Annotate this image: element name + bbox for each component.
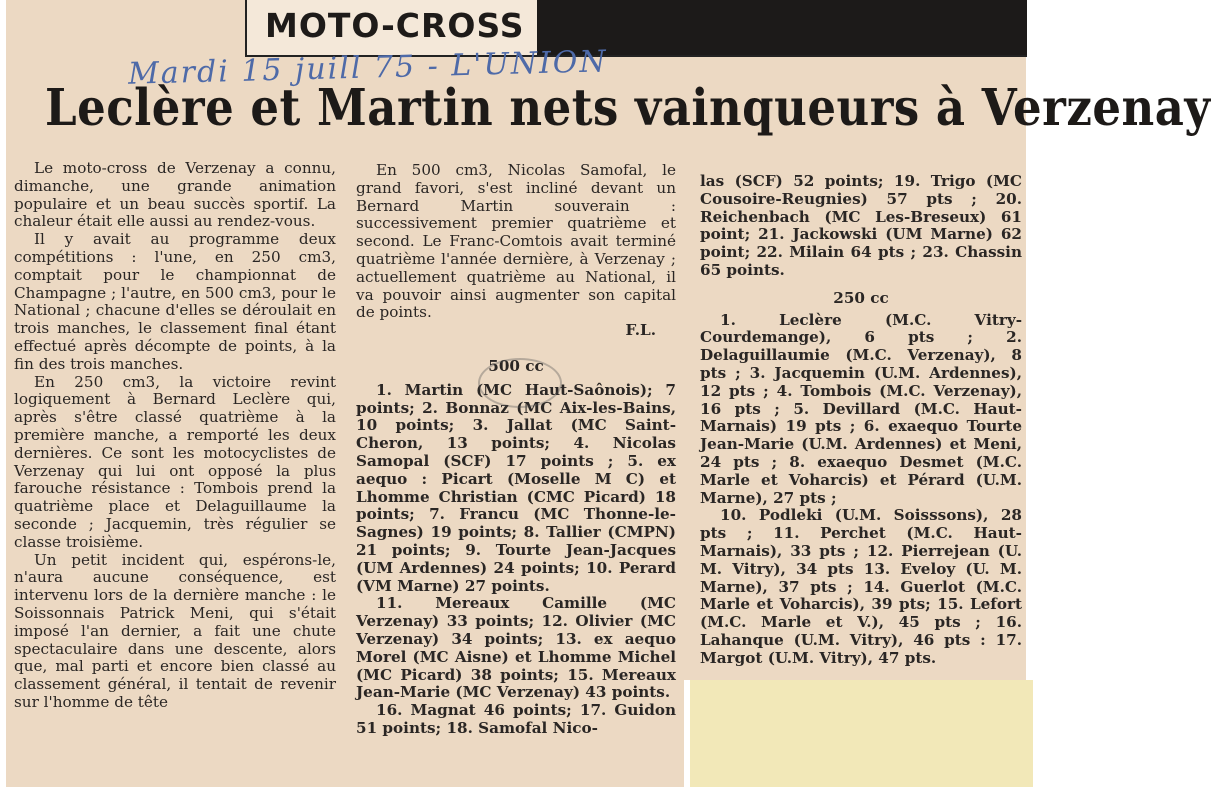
body-paragraph: Le moto-cross de Verzenay a connu, dimanche, une grande animation populaire et un beau succès sportif. La chaleur était elle aussi au rendez-vous. [14,159,336,231]
results-500cc-continued [700,173,1022,280]
results-250cc [700,312,1022,668]
author-signature: F.L. [625,321,656,340]
article-column-1 [14,160,336,712]
results-block: 16. Magnat 46 points; 17. Guidon 51 points; 18. Samofal Nico- [356,701,676,737]
results-heading-250cc: 250 cc [833,288,889,307]
results-block: 1. Leclère (M.C. Vitry-Courdemange), 6 pts ; 2. Delaguillaumie (M.C. Verzenay), 8 pts ; 3. Jacquemin (U.M. Ardennes), 12 pts ; 4. Tombois (M.C. Verzenay), 16 pts ; 5. Devillard (M.C. Haut-Marnais) 19 pts ; 6. exaequo Tourte Jean-Marie (U.M. Ardennes) et Meni, 24 pts ; 8. exaequo Desmet (M.C. Marle et Voharcis) et Pérard (U.M. Marne), 27 pts ; [700,310,1022,507]
results-heading-500cc: 500 cc [488,356,544,375]
article-column-2 [356,162,676,738]
article-column-3 [700,173,1022,668]
results-block: 10. Podleki (U.M. Soisssons), 28 pts ; 11. Perchet (M.C. Haut-Marnais), 33 pts ; 12. Pierrejean (U. M. Vitry), 34 pts 13. Eveloy (U. M. Marne), 37 pts ; 14. Guerlot (M.C. Marle et Voharcis), 39 pts; 15. Lefort (M.C. Marle et V.), 45 pts ; 16. Lahanque (U.M. Vitry), 46 pts : 17. Margot (U.M. Vitry), 47 pts. [700,506,1022,667]
body-paragraph: Il y avait au programme deux compétitions : l'une, en 250 cm3, comptait pour le championnat de Champagne ; l'autre, en 500 cm3, pour le National ; chacune d'elles se déroulait en trois manches, le classement final étant effectué après décompte de points, à la fin des trois manches. [14,230,336,373]
body-paragraph: En 500 cm3, Nicolas Samofal, le grand favori, s'est incliné devant un Bernard Martin souverain : successivement premier quatrième et second. Le Franc-Comtois avait terminé quatrième l'année dernière, à Verzenay ; actuellement quatrième au National, il va pouvoir ainsi augmenter son capital de points. [356,161,676,322]
body-paragraph: En 250 cm3, la victoire revint logiquement à Bernard Leclère qui, après s'être classé quatrième à la première manche, a remporté les deux dernières. Ce sont les motocyclistes de Verzenay qui lui ont opposé la plus farouche résistance : Tombois prend la quatrième place et Delaguillaume la seconde ; Jacquemin, très régulier se classe troisième. [14,372,336,551]
results-500cc [356,382,676,738]
clipping-missing-corner [690,680,1033,787]
ink-stamp-mark [478,358,562,408]
handwritten-date-note: Mardi 15 juill 75 - L'UNION [127,44,609,92]
rubric-label: MOTO-CROSS [265,6,525,45]
results-block: 1. Martin (MC Haut-Saônois); 7 points; 2. Bonnaz (MC Aix-les-Bains, 10 points; 3. Jallat (MC Saint-Cheron, 13 points; 4. Nicolas Samopal (SCF) 17 points ; 5. ex aequo : Picart (Moselle M C) et Lhomme Christian (CMC Picard) 18 points; 7. Francu (MC Thonne-le-Sagnes) 19 points; 8. Tallier (CMPN) 21 points; 9. Tourte Jean-Jacques (UM Ardennes) 24 points; 10. Perard (VM Marne) 27 points. [356,380,676,595]
results-block: 11. Mereaux Camille (MC Verzenay) 33 points; 12. Olivier (MC Verzenay) 34 points; 13. ex aequo Morel (MC Aisne) et Lhomme Michel (MC Picard) 38 points; 15. Mereaux Jean-Marie (MC Verzenay) 43 points. [356,594,676,702]
article-headline: Leclère et Martin nets vainqueurs à Verzenay [45,78,1211,138]
body-paragraph: Un petit incident qui, espérons-le, n'aura aucune conséquence, est intervenu lors de la dernière manche : le Soissonnais Patrick Meni, qui s'était imposé l'an dernier, a fait une chute spectaculaire dans une descente, alors que, mal parti et encore bien classé au classement général, il tentait de revenir sur l'homme de tête [14,550,336,711]
results-block: las (SCF) 52 points; 19. Trigo (MC Cousoire-Reugnies) 57 pts ; 20. Reichenbach (MC Les-Breseux) 61 point; 21. Jackowski (UM Marne) 62 point; 22. Milain 64 pts ; 23. Chassin 65 points. [700,172,1022,279]
